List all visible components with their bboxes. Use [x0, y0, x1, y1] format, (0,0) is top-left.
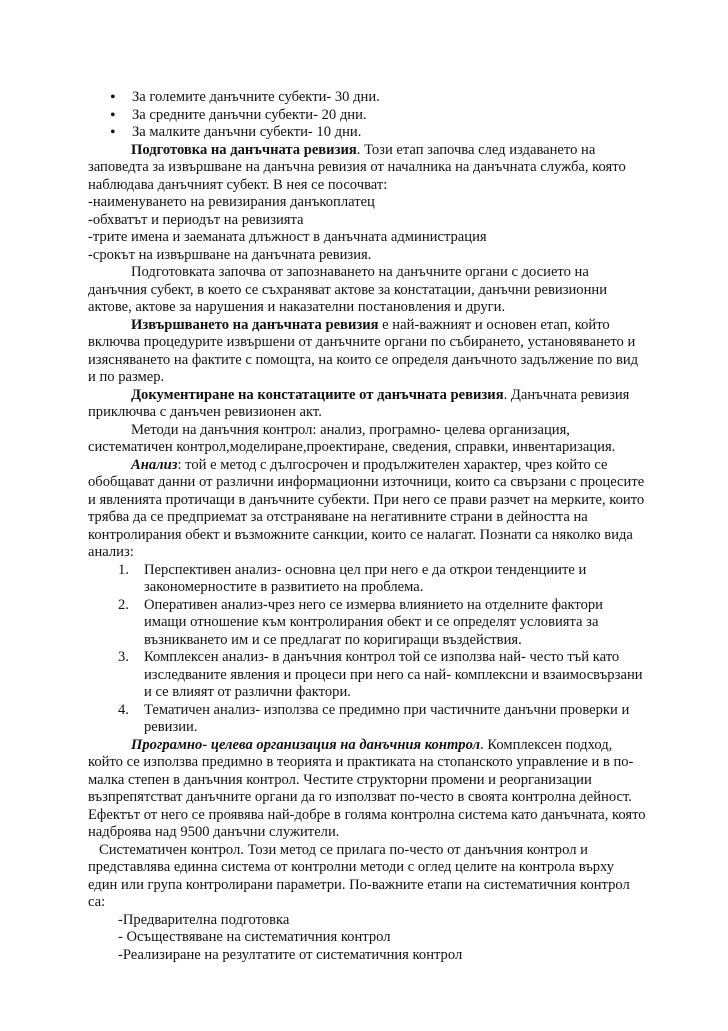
list-item: -срокът на извършване на данъчната ревизия.: [88, 246, 372, 263]
list-item: • За средните данъчни субекти- 20 дни.: [88, 107, 646, 125]
list-number: 3.: [118, 649, 129, 665]
paragraph-text: . Комплексен подход, който се използва предимно в теорията и практиката на стопанското управление и в по- малка степен в данъчния контрол. Честите структорни промени и реорганизации възпрепятстват данъчните органи да го използват по-често в своята контролна дейност. Ефектът от него се проявява най-добре в голяма контролна система като данъчната, която надброява над 9500 данъчни служители.: [88, 736, 646, 840]
list-item-text: Комплексен анализ- в данъчния контрол той се използва най- често тъй като изследваните явления и процеси при него са най- комплексни и взаимосвързани и се влияят от различни фактори.: [144, 649, 643, 700]
paragraph-text: : той е метод с дългосрочен и продължителен характер, чрез който се обобщават данни от различни информационни източници, които са свързани с процесите и явленията протичащи в данъчните субекти. При него се прави разчет на мерките, които трябва да се предприемат за отстраняване на негативните страни в дейността на контролирания обект и възможните санкции, които се налагат. Познати са няколко вида анализ:: [88, 456, 645, 560]
paragraph-analysis: [88, 457, 646, 562]
list-item-text: Тематичен анализ- използва се предимно при частичните данъчни проверки и ревизии.: [144, 701, 630, 735]
paragraph-execution: [88, 317, 646, 387]
paragraph-preparation: [88, 142, 646, 195]
heading-analysis: Анализ: [131, 456, 178, 473]
list-item: [88, 597, 646, 650]
list-item: -обхватът и периодът на ревизията: [88, 211, 304, 228]
document-body: [88, 89, 646, 964]
paragraph-documenting: [88, 387, 646, 422]
paragraph-systematic: Систематичен контрол. Този метод се прилага по-често от данъчния контрол и представлява единна система от контролни методи с оглед целите на контрола върху един или група контролирани параметри. По-важните етапи на систематичния контрол са:: [88, 841, 630, 910]
list-number: 1.: [118, 561, 129, 578]
list-number: 2.: [118, 596, 129, 613]
list-item: -трите имена и заеманата длъжност в данъчната администрация: [88, 229, 487, 245]
list-item: • За малките данъчни субекти- 10 дни.: [88, 124, 646, 142]
heading-program: Програмно- целева организация на данъчния контрол: [131, 736, 481, 753]
paragraph-text: . Този етап започва след издаването на заповедта за извършване на данъчна ревизия от началника на данъчната служба, която наблюдава данъчният субект. В нея се посочват:: [88, 141, 626, 193]
list-item: [88, 649, 646, 702]
inspection-duration-list: [88, 89, 646, 142]
analysis-types-list: [88, 562, 646, 737]
list-item: -Предварителна подготовка: [118, 911, 290, 928]
list-item-text: Перспективен анализ- основна цел при него е да открои тенденциите и закономерностите в развитието на проблема.: [144, 561, 587, 595]
list-item: • За големите данъчните субекти- 30 дни.: [88, 89, 646, 107]
list-item: [88, 702, 646, 737]
heading-documenting: Документиране на констатациите от данъчната ревизия: [131, 386, 504, 403]
heading-preparation: Подготовка на данъчната ревизия: [131, 141, 357, 158]
paragraph-prep-dossier: Подготовката започва от запознаването на данъчните органи с досието на данъчния субект, в което се съхраняват актове за констатации, данъчни ревизионни актове, актове за нарушения и наказателни постановления и други.: [88, 264, 608, 315]
list-item: - Осъществяване на систематичния контрол: [118, 929, 391, 945]
list-item: -Реализиране на резултатите от систематичния контрол: [118, 946, 463, 963]
paragraph-methods: Методи на данъчния контрол: анализ, програмно- целева организация, систематичен контрол,моделиране,проектиране, сведения, справки, инвентаризация.: [88, 421, 616, 455]
list-item: -наименуването на ревизирания данъкоплатец: [88, 194, 375, 210]
list-item: [88, 562, 646, 597]
paragraph-text: . Данъчната ревизия приключва с данъчен ревизионен акт.: [88, 386, 630, 420]
list-number: 4.: [118, 701, 129, 718]
paragraph-program: [88, 737, 646, 842]
list-item-text: Оперативен анализ-чрез него се измерва влиянието на отделните фактори имащи отношение към контролирания обект и се определят условията за възникването им и се предлагат по коригиращи въздействия.: [144, 596, 603, 648]
heading-execution: Извършването на данъчната ревизия: [131, 316, 379, 333]
paragraph-text: е най-важният и основен етап, който включва процедурите извършени от данъчните органи по събирането, установяването и изясняването на фактите с помощта, на които се определя данъчното задължение по вид и по размер.: [88, 316, 639, 385]
